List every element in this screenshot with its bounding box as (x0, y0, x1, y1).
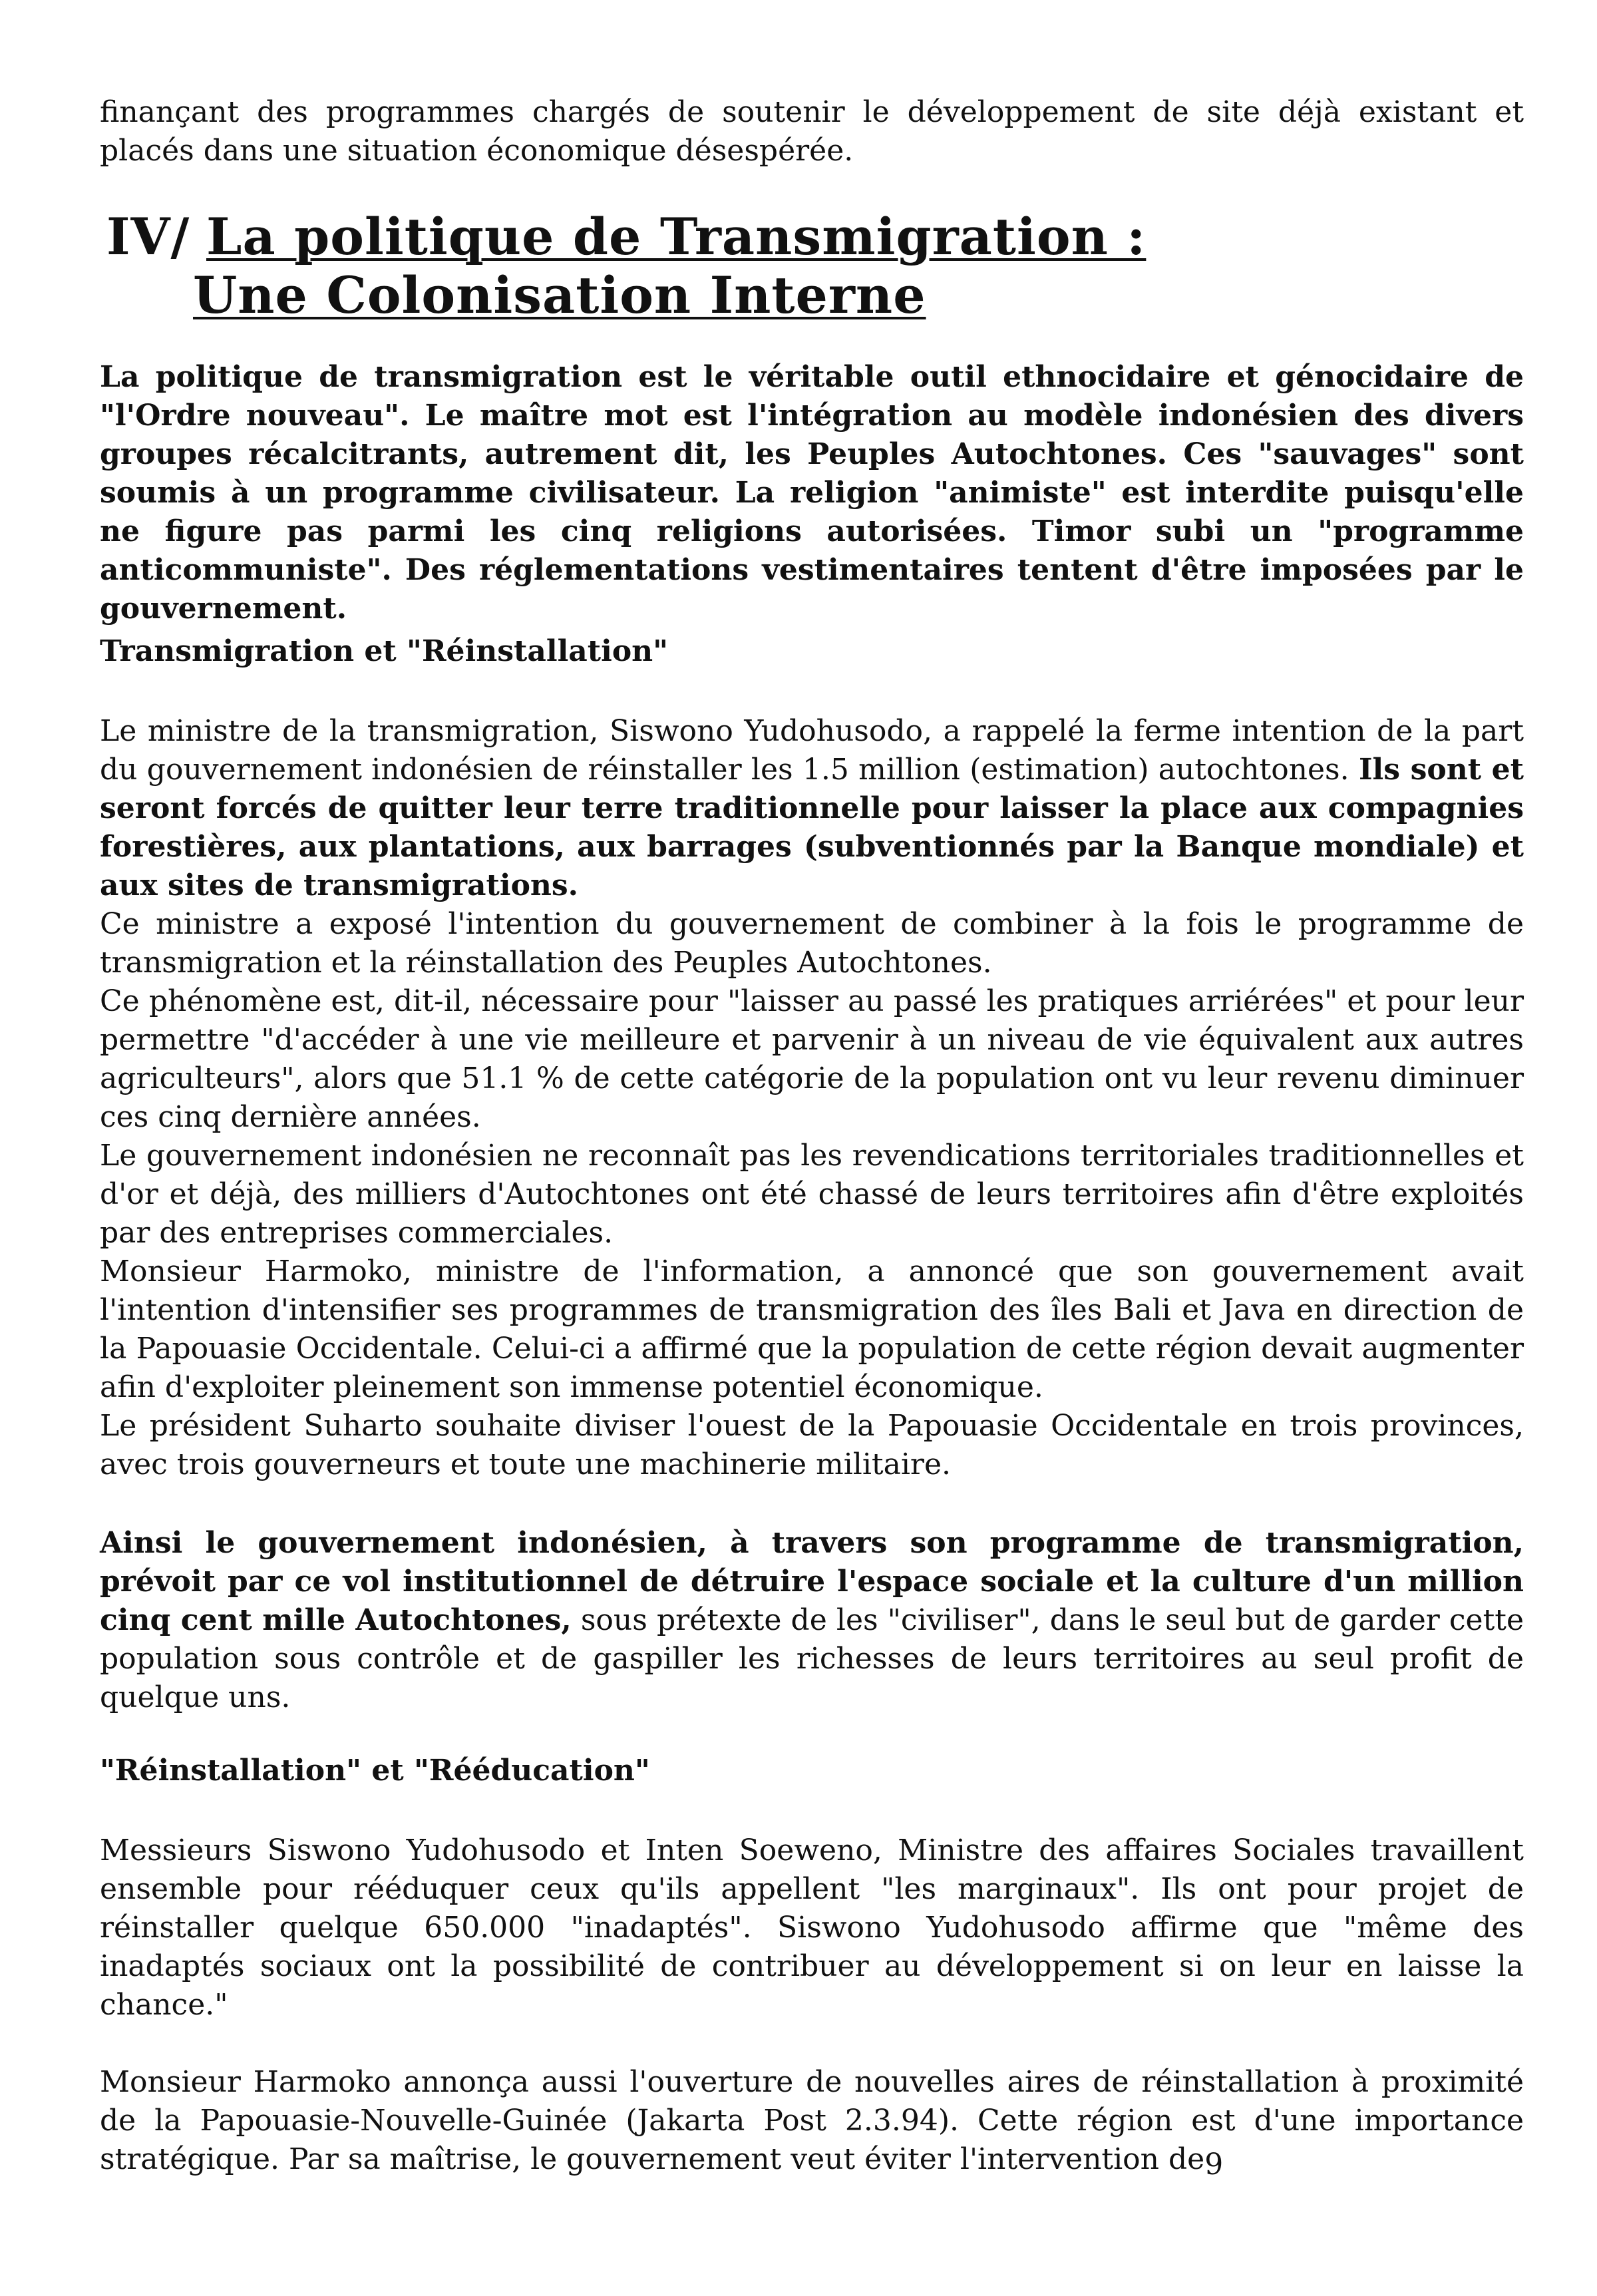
section-title-line2: Une Colonisation Interne (193, 266, 926, 325)
revendications: Le gouvernement indonésien ne reconnaît pas les revendications territoriales traditionnelles et d'or et déjà, des milliers d'Autochtones ont été chassé de leurs territoires afin d'être exploités par des entreprises commerciales. (100, 1139, 1524, 1250)
harmoko-text: Monsieur Harmoko annonça aussi l'ouverture de nouvelles aires de réinstallation à proximité de la Papouasie-Nouvelle-Guinée (Jakarta Post 2.3.94). Cette région est d'une importance stratégique. Par sa maîtrise, le gouvernement veut éviter l'intervention de (100, 2065, 1524, 2176)
ainsi-bold: Ainsi le gouvernement indonésien, à travers son programme de transmigration, prévoit par ce vol institutionnel de détruire l'espace sociale et la culture d'un million cinq cent mille Autochtones, (100, 1526, 1524, 1637)
ainsi-normal: sous prétexte de les "civiliser", dans le seul but de garder cette population sous contrôle et de gaspiller les richesses de leurs territoires au seul profit de quelque uns. (100, 1603, 1524, 1714)
ministre-bold: Ils sont et seront forcés de quitter leur terre traditionnelle pour laisser la place aux compagnies forestières, aux plantations, aux barrages (subventionnés par la Banque mondiale) et aux sites de transmigrations. (100, 753, 1524, 902)
subheading-transmigration: Transmigration et "Réinstallation" (100, 634, 669, 668)
subheading-reeducation: "Réinstallation" et "Rééducation" (100, 1754, 650, 1788)
paragraph-harmoko (100, 2063, 1524, 2184)
harmoko-information: Monsieur Harmoko, ministre de l'information, a annoncé que son gouvernement avait l'intention d'intensifier ses programmes de transmigration des îles Bali et Java en direction de la Papouasie Occidentale. Celui-ci a affirmé que la population de cette région devait augmenter afin d'exploiter pleinement son immense potentiel économique. (100, 1254, 1524, 1404)
paragraph-messieurs: Messieurs Siswono Yudohusodo et Inten Soeweno, Ministre des affaires Sociales travaillent ensemble pour rééduquer ceux qu'ils appellent "les marginaux". Ils ont pour projet de réinstaller quelque 650.000 "inadaptés". Siswono Yudohusodo affirme que "même des inadaptés sociaux ont la possibilité de contribuer au développement si on leur en laisse la chance." (100, 1833, 1524, 2022)
section-number: IV/ (106, 207, 190, 266)
phenomene: Ce phénomène est, dit-il, nécessaire pour "laisser au passé les pratiques arriérées" et pour leur permettre "d'accéder à une vie meilleure et parvenir à un niveau de vie équivalent aux autres agriculteurs", alors que 51.1 % de cette catégorie de la population ont vu leur revenu diminuer ces cinq dernière années. (100, 984, 1524, 1134)
page-number: 9 (1204, 2148, 1224, 2182)
ministre-expose: Ce ministre a exposé l'intention du gouvernement de combiner à la fois le programme de transmigration et la réinstallation des Peuples Autochtones. (100, 907, 1524, 980)
ministre-intro: Le ministre de la transmigration, Siswono Yudohusodo, a rappelé la ferme intention de la part du gouvernement indonésien de réinstaller les 1.5 million (estimation) autochtones. (100, 714, 1524, 787)
paragraph-ministre (100, 712, 1524, 1484)
suharto-provinces: Le président Suharto souhaite diviser l'ouest de la Papouasie Occidentale en trois provinces, avec trois gouverneurs et toute une machinerie militaire. (100, 1409, 1524, 1481)
section-title-line1: La politique de Transmigration : (206, 207, 1147, 266)
paragraph-ainsi (100, 1524, 1524, 1717)
intro-paragraph: finançant des programmes chargés de soutenir le développement de site déjà existant et placés dans une situation économique désespérée. (100, 95, 1524, 168)
paragraph-politique: La politique de transmigration est le véritable outil ethnocidaire et génocidaire de "l'Ordre nouveau". Le maître mot est l'intégration au modèle indonésien des divers groupes récalcitrants, autrement dit, les Peuples Autochtones. Ces "sauvages" sont soumis à un programme civilisateur. La religion "animiste" est interdite puisqu'elle ne figure pas parmi les cinq religions autorisées. Timor subi un "programme anticommuniste". Des réglementations vestimentaires tentent d'être imposées par le gouvernement. (100, 360, 1524, 626)
section-heading (106, 208, 1146, 325)
